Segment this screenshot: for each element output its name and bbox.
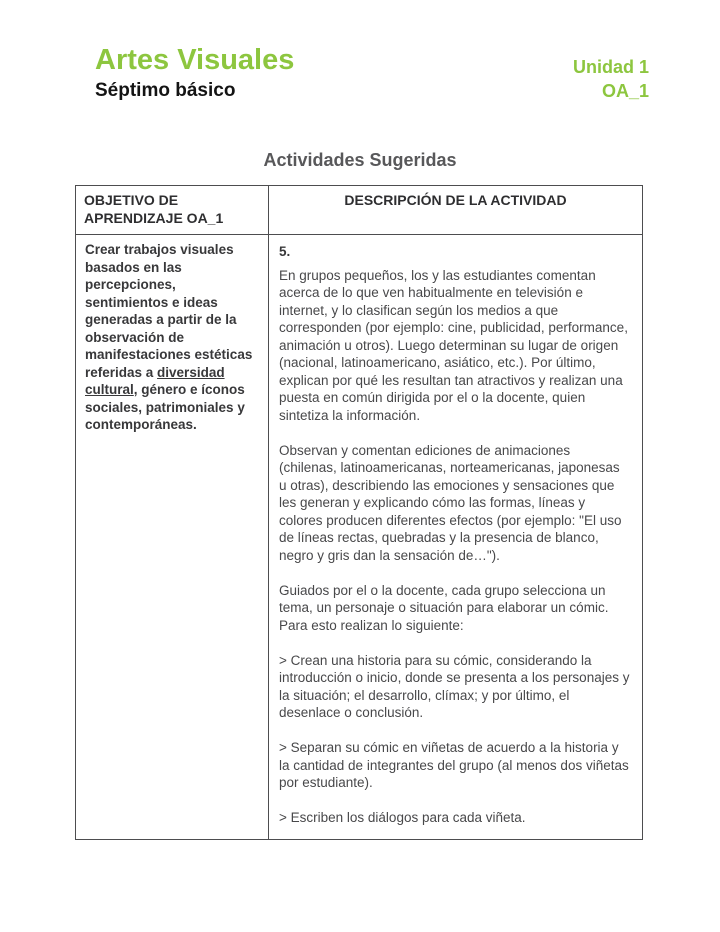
table-header-row <box>76 186 643 235</box>
column-header-description: DESCRIPCIÓN DE LA ACTIVIDAD <box>269 186 643 235</box>
objective-text-end: , género e íconos sociales, patrimoniales y contemporáneas. <box>85 382 245 432</box>
objective-underlined-text: diversidad cultural <box>85 364 225 397</box>
activity-bullet-2: > Separan su cómic en viñetas de acuerdo a la historia y la cantidad de integrantes del grupo (al menos dos viñetas por estudiante). <box>279 740 629 790</box>
oa-label: OA_1 <box>601 81 649 101</box>
activity-paragraph-1: En grupos pequeños, los y las estudiantes comentan acerca de lo que ven habitualmente en televisión e internet, y lo clasifican según los medios a que corresponden (por ejemplo: cine, publicidad, performance, animación u otros). Luego determinan su lugar de origen (nacional, latinoamericano, asiático, etc.). Por último, explican por qué les resultan tan atractivos y realizan una puesta en común dirigida por el o la docente, quien sintetiza la información. <box>279 267 628 423</box>
column-header-objective: OBJETIVO DE APRENDIZAJE OA_1 <box>76 186 269 235</box>
activity-paragraph-3: Guiados por el o la docente, cada grupo selecciona un tema, un personaje o situación para elaborar un cómic. Para esto realizan lo siguiente: <box>279 582 609 633</box>
activity-bullet-1: > Crean una historia para su cómic, considerando la introducción o inicio, donde se presenta a los personajes y la situación; el desarrollo, clímax; y por último, el desenlace o conclusión. <box>279 652 630 720</box>
activity-number: 5. <box>279 244 291 259</box>
table-body-row <box>76 235 643 840</box>
activity-bullet-3: > Escriben los diálogos para cada viñeta. <box>279 810 526 825</box>
document-header <box>95 43 649 103</box>
activities-table <box>75 185 643 840</box>
objective-text: Crear trabajos visuales basados en las percepciones, sentimientos e ideas generadas a partir de la observación de manifestaciones estéticas referidas a <box>85 242 253 380</box>
subject-block <box>95 43 294 102</box>
subject-title: Artes Visuales <box>95 44 295 76</box>
grade-subtitle: Séptimo básico <box>95 80 236 101</box>
section-title: Actividades Sugeridas <box>263 150 457 170</box>
unit-block <box>573 43 649 103</box>
activity-description-cell <box>269 235 643 840</box>
activity-paragraph-2: Observan y comentan ediciones de animaciones (chilenas, latinoamericanas, norteamericanas, japonesas u otras), describiendo las emociones y sensaciones que les generan y explicando cómo las formas, líneas y colores producen diferentes efectos (por ejemplo: "El uso de líneas rectas, quebradas y la presencia de blanco, negro y gris dan la sensación de…"). <box>279 442 622 563</box>
objective-cell <box>76 235 269 840</box>
unit-label: Unidad 1 <box>572 57 649 77</box>
